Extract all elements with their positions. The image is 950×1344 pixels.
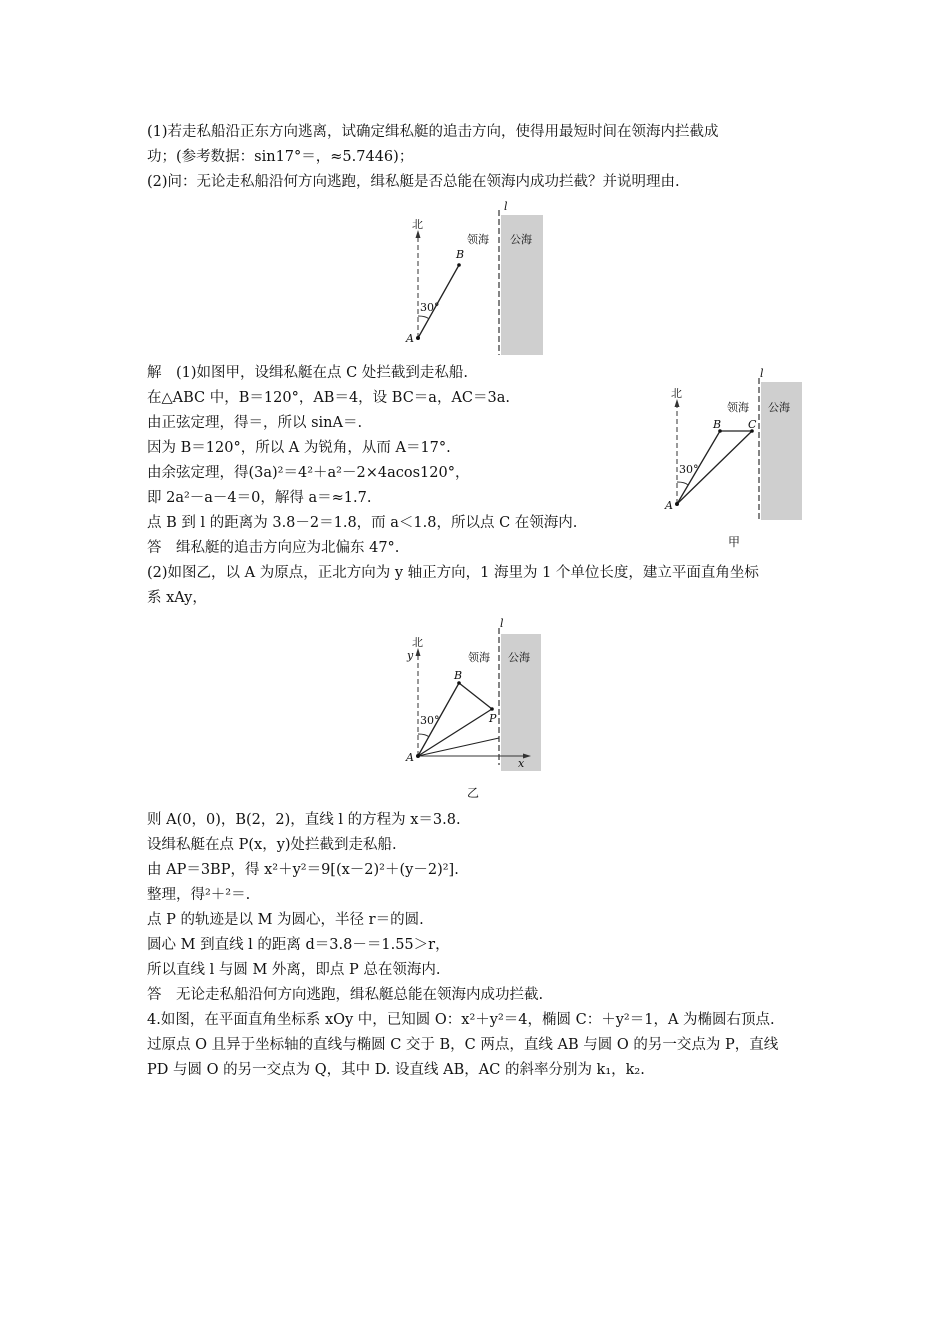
point-a-label: A xyxy=(406,751,414,764)
y-axis-label: y xyxy=(407,649,414,662)
sol2-line1: 则 A(0，0)，B(2，2)，直线 l 的方程为 x＝3.8. xyxy=(147,812,461,828)
figure-jia xyxy=(662,367,812,555)
high-seas-label: 公海 xyxy=(508,651,530,664)
point-a-label: A xyxy=(665,499,673,512)
q1-line1: (1)若走私船沿正东方向逃离，试确定缉私艇的追击方向，使得用最短时间在领海内拦截成 xyxy=(147,124,719,140)
point-a-dot xyxy=(416,754,420,758)
sol1-line5: 由余弦定理，得(3a)²＝4²＋a²－2×4acos120°， xyxy=(147,465,470,481)
sol2-line6: 圆心 M 到直线 l 的距离 d＝3.8－＝1.55＞r， xyxy=(147,937,450,953)
territorial-sea-label: 领海 xyxy=(468,651,490,664)
segment-a-axis xyxy=(418,738,499,756)
point-p-label: P xyxy=(489,712,497,725)
sol2-line3: 由 AP＝3BP，得 x²＋y²＝9[(x－2)²＋(y－2)²]. xyxy=(147,862,459,878)
sol2-intro-line2: 系 xAy， xyxy=(147,590,207,606)
problem4-line3: PD 与圆 O 的另一交点为 Q，其中 D. 设直线 AB，AC 的斜率分别为 k₁，k₂. xyxy=(147,1062,645,1078)
point-p-dot xyxy=(490,707,494,711)
figure-caption-jia: 甲 xyxy=(728,535,741,549)
sol1-answer: 答 缉私艇的追击方向应为北偏东 47°. xyxy=(147,540,400,556)
line-l-label: l xyxy=(760,367,764,380)
point-b-label: B xyxy=(456,248,465,261)
problem4-line1: 4.如图，在平面直角坐标系 xOy 中，已知圆 O：x²＋y²＝4，椭圆 C：＋y²＝1，A 为椭圆右顶点. xyxy=(147,1012,775,1028)
sol1-line3: 由正弦定理，得＝，所以 sinA＝. xyxy=(147,415,363,431)
point-b-label: B xyxy=(454,669,463,682)
sol1-line1: 解 (1)如图甲，设缉私艇在点 C 处拦截到走私船. xyxy=(147,365,468,381)
point-a-dot xyxy=(675,502,679,506)
figure-top xyxy=(400,198,560,358)
line-l-label: l xyxy=(500,617,504,630)
angle-arc xyxy=(677,482,688,485)
line-l-label: l xyxy=(504,200,508,213)
point-b-dot xyxy=(457,263,461,267)
point-a-label: A xyxy=(406,332,414,345)
north-label: 北 xyxy=(412,636,423,649)
point-a-dot xyxy=(416,336,420,340)
sol2-answer: 答 无论走私船沿何方向逃跑，缉私艇总能在领海内成功拦截. xyxy=(147,987,544,1003)
angle-label: 30° xyxy=(679,463,699,476)
high-seas-label: 公海 xyxy=(768,401,790,414)
north-arrow-icon xyxy=(416,648,421,656)
sol2-line5: 点 P 的轨迹是以 M 为圆心，半径 r＝的圆. xyxy=(147,912,424,928)
angle-label: 30° xyxy=(420,301,440,314)
high-seas-label: 公海 xyxy=(510,233,532,246)
figure-caption-yi: 乙 xyxy=(467,786,480,800)
north-label: 北 xyxy=(412,218,423,231)
figure-yi xyxy=(400,617,550,800)
point-c-label: C xyxy=(748,418,757,431)
north-arrow-icon xyxy=(675,399,680,407)
sol2-intro-line1: (2)如图乙，以 A 为原点，正北方向为 y 轴正方向，1 海里为 1 个单位长度，建立平面直角坐标 xyxy=(147,565,759,581)
segment-bp xyxy=(459,683,492,709)
angle-arc xyxy=(418,316,429,319)
territorial-sea-label: 领海 xyxy=(467,233,489,246)
sol1-line7: 点 B 到 l 的距离为 3.8－2＝1.8，而 a＜1.8，所以点 C 在领海内. xyxy=(147,515,578,531)
north-label: 北 xyxy=(671,387,682,400)
sol1-line4: 因为 B＝120°，所以 A 为锐角，从而 A＝17°. xyxy=(147,440,451,456)
territorial-sea-label: 领海 xyxy=(727,401,749,414)
angle-label: 30° xyxy=(420,714,440,727)
north-arrow-icon xyxy=(416,230,421,238)
sol1-line6: 即 2a²－a－4＝0，解得 a＝≈1.7. xyxy=(147,490,372,506)
point-b-label: B xyxy=(713,418,722,431)
q1-line2: 功；(参考数据：sin17°＝，≈5.7446)； xyxy=(147,149,414,165)
sol2-line2: 设缉私艇在点 P(x，y)处拦截到走私船. xyxy=(147,837,397,853)
q2-line: (2)问：无论走私船沿何方向逃跑，缉私艇是否总能在领海内成功拦截？并说明理由. xyxy=(147,174,680,190)
problem4-line2: 过原点 O 且异于坐标轴的直线与椭圆 C 交于 B，C 两点，直线 AB 与圆 O 的另一交点为 P，直线 xyxy=(147,1037,779,1053)
sol2-line4: 整理，得²＋²＝. xyxy=(147,887,251,903)
sol2-line7: 所以直线 l 与圆 M 外离，即点 P 总在领海内. xyxy=(147,962,441,978)
angle-arc xyxy=(418,734,429,737)
x-axis-label: x xyxy=(518,757,525,770)
sol1-line2: 在△ABC 中，B＝120°，AB＝4，设 BC＝a，AC＝3a. xyxy=(147,390,511,406)
